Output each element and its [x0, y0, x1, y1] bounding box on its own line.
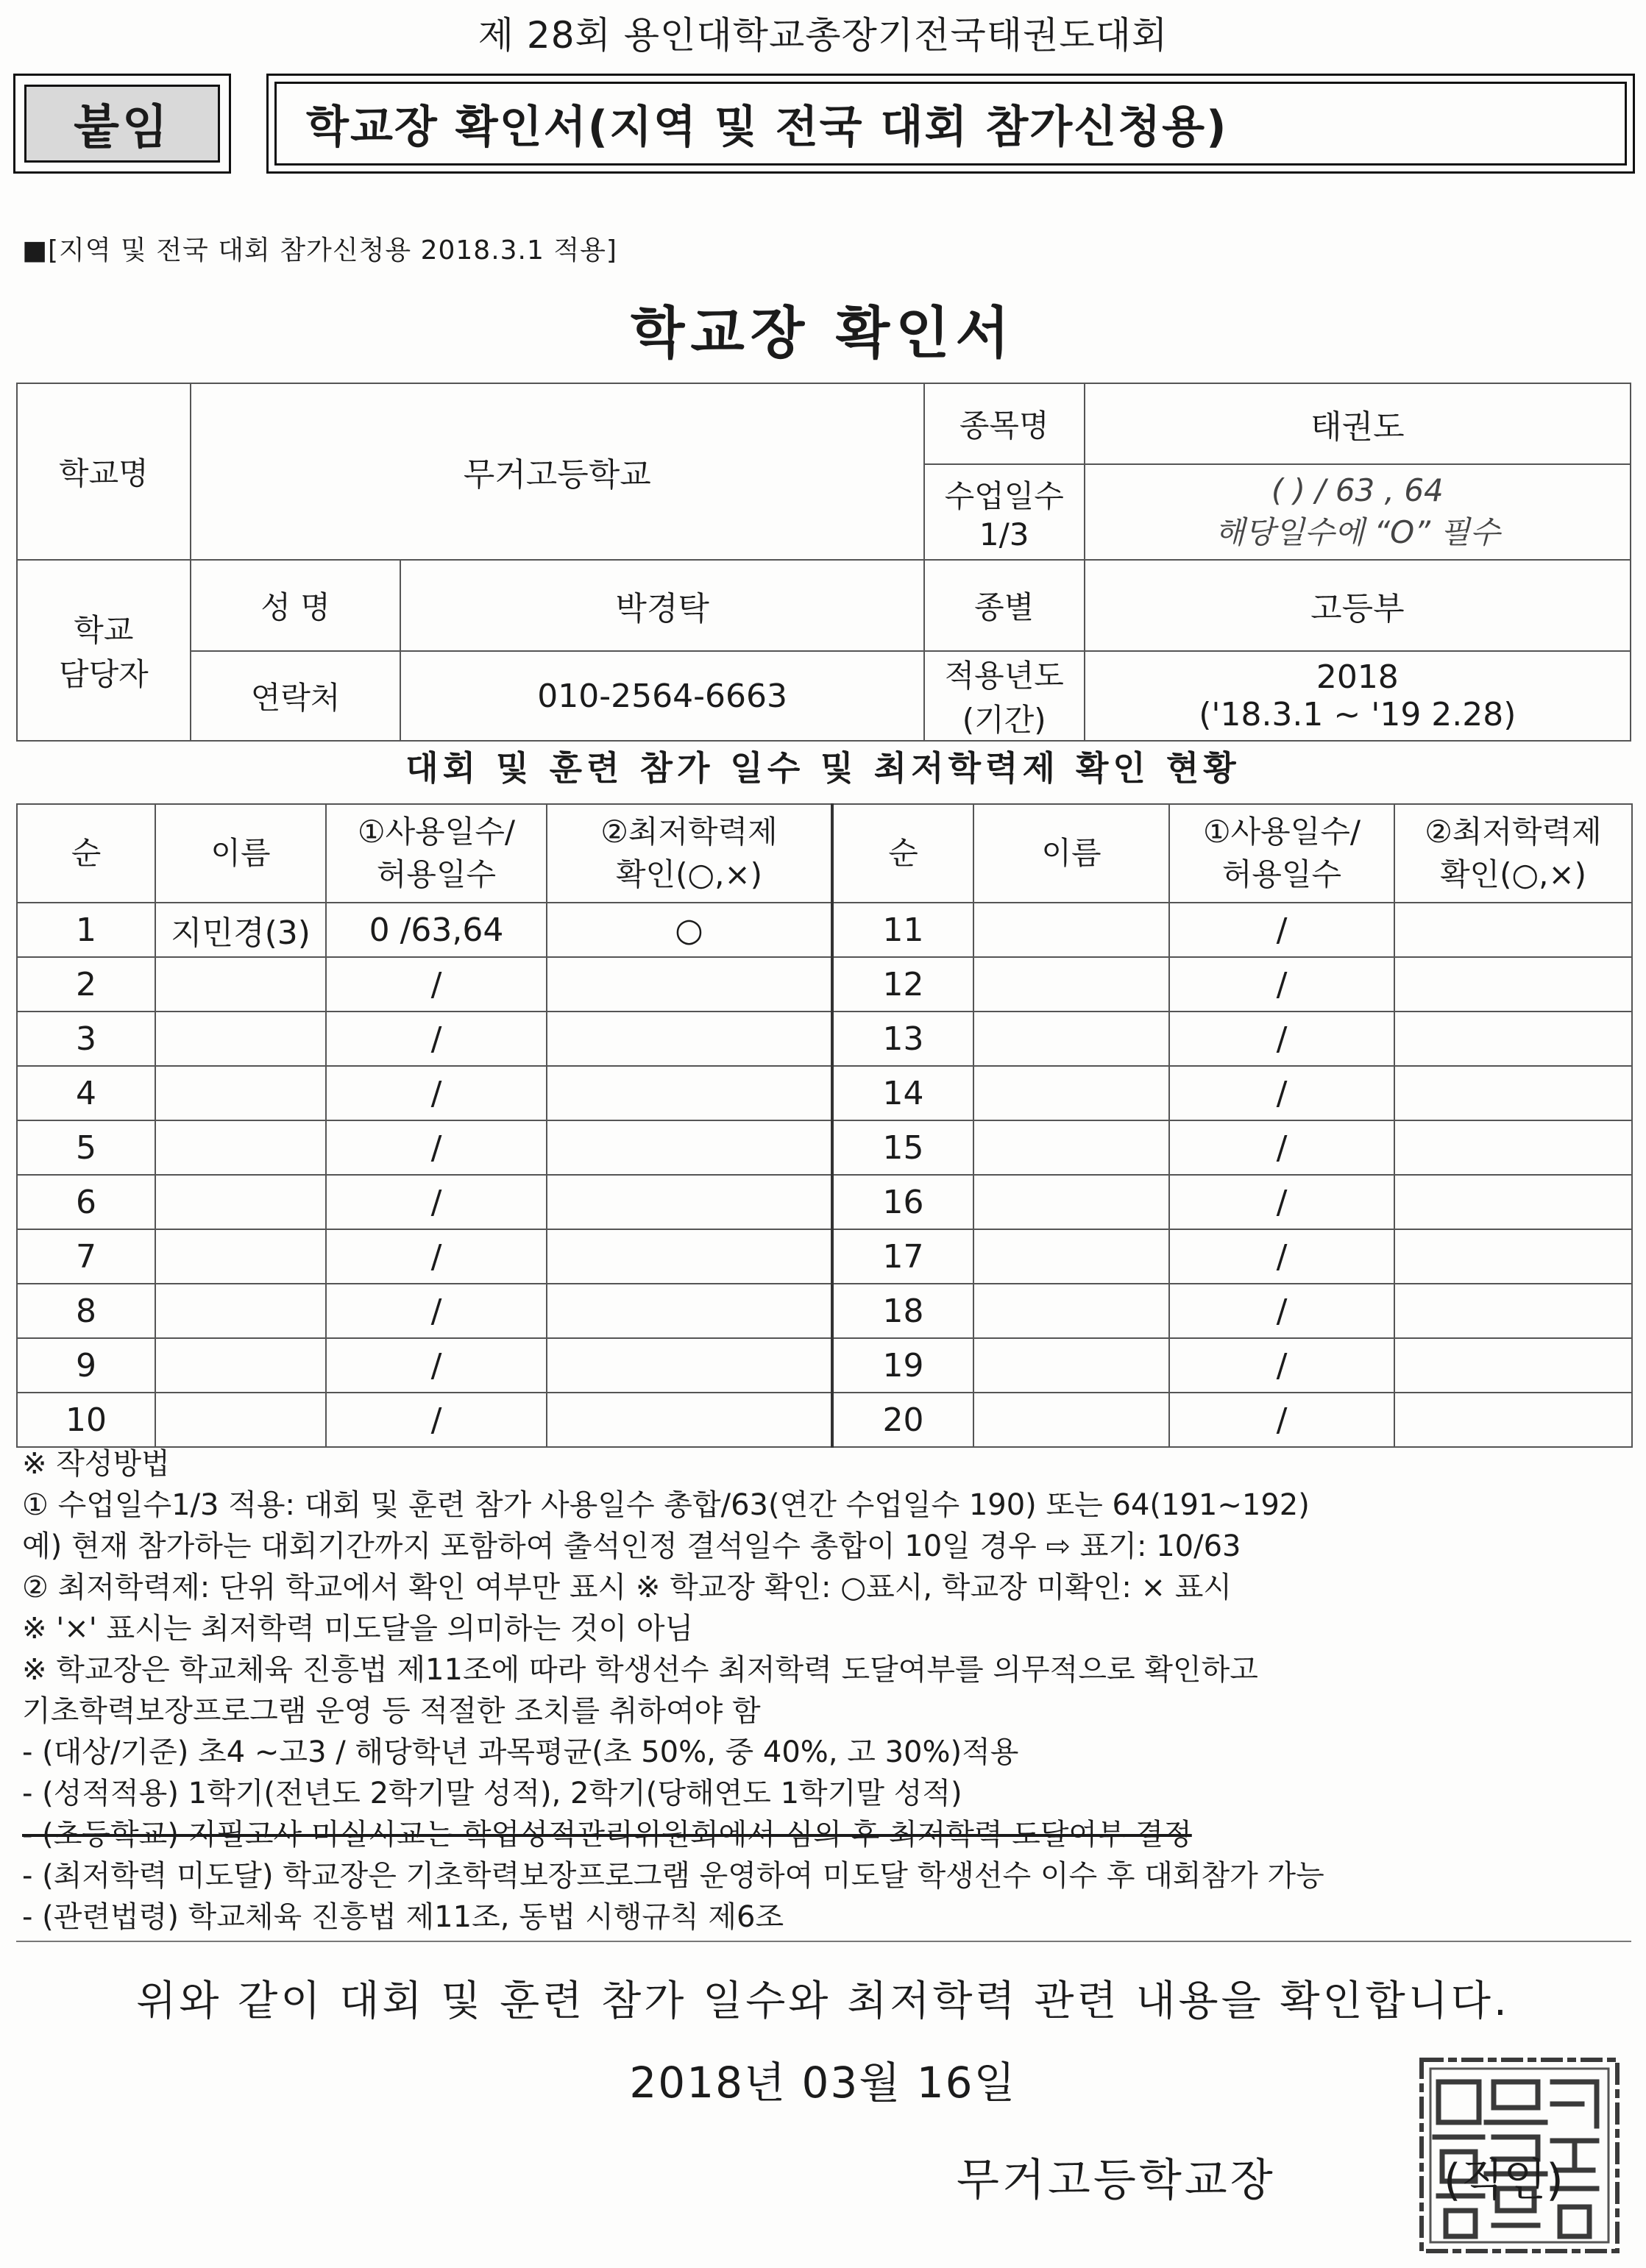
row-check: [547, 1229, 832, 1284]
instruction-line: - (대상/기준) 초4 ~고3 / 해당학년 과목평균(초 50%, 중 40%, 고 30%)적용: [22, 1735, 1019, 1769]
attendance-row: [17, 1229, 1632, 1284]
row-check: [547, 1066, 832, 1120]
row-check: [1394, 1175, 1632, 1229]
row-name: [155, 1338, 326, 1393]
header-num: 순: [17, 804, 155, 903]
school-value: 무거고등학교: [191, 383, 924, 560]
row-number: 18: [832, 1284, 973, 1338]
row-name: [973, 1229, 1169, 1284]
days-note: 해당일수에 “O” 필수: [1215, 513, 1500, 550]
header-name: 이름: [155, 804, 326, 903]
division-label: 종별: [924, 560, 1085, 651]
row-name: [155, 957, 326, 1012]
divider: [16, 1941, 1631, 1942]
row-number: 3: [17, 1012, 155, 1066]
row-days: /: [326, 1012, 547, 1066]
attendance-row: [17, 1120, 1632, 1175]
days-fraction: 1/3: [979, 516, 1029, 552]
header-check-2: 확인(○,×): [615, 856, 763, 892]
instruction-line: ※ '×' 표시는 최저학력 미도달을 의미하는 것이 아님: [22, 1612, 694, 1646]
period-value: ('18.3.1 ~ '19 2.28): [1199, 696, 1516, 733]
event-title: 제 28회 용인대학교총장기전국태권도대회: [478, 14, 1168, 57]
row-number: 2: [17, 957, 155, 1012]
row-check: [547, 957, 832, 1012]
attendance-table: [16, 803, 1633, 1448]
row-days: /: [326, 1229, 547, 1284]
header-days: [1169, 804, 1394, 903]
instruction-line: ① 수업일수1/3 적용: 대회 및 훈련 참가 사용일수 총합/63(연간 수업일수 190) 또는 64(191~192): [22, 1488, 1310, 1522]
sport-value: 태권도: [1085, 383, 1631, 464]
days-label: 수업일수: [944, 477, 1064, 514]
year-label-2: (기간): [962, 702, 1046, 738]
days-value-cell: [1085, 464, 1631, 560]
row-number: 4: [17, 1066, 155, 1120]
row-check: [547, 1012, 832, 1066]
row-name: [973, 1284, 1169, 1338]
attendance-body: [17, 903, 1632, 1447]
row-check: [1394, 1393, 1632, 1447]
main-title: 학교장 확인서: [631, 300, 1015, 366]
instruction-line: 예) 현재 참가하는 대회기간까지 포함하여 출석인정 결석일수 총합이 10일 경우 ⇨ 표기: 10/63: [22, 1529, 1241, 1563]
header-name: 이름: [973, 804, 1169, 903]
row-name: [155, 1229, 326, 1284]
row-check: [1394, 1284, 1632, 1338]
row-days: /: [326, 1338, 547, 1393]
header-days-2: 허용일수: [376, 856, 497, 892]
attachment-badge: [13, 74, 231, 174]
row-days: /: [326, 1393, 547, 1447]
header-check-1: ②최저학력제: [600, 814, 778, 850]
row-name: [973, 903, 1169, 957]
row-number: 5: [17, 1120, 155, 1175]
row-days: /: [1169, 903, 1394, 957]
header-check-1: ②최저학력제: [1425, 814, 1602, 850]
attendance-row: [17, 1175, 1632, 1229]
row-name: [973, 1012, 1169, 1066]
row-name: [973, 957, 1169, 1012]
year-label-1: 적용년도: [944, 658, 1064, 694]
row-days: /: [326, 1066, 547, 1120]
row-number: 11: [832, 903, 973, 957]
row-days: /: [1169, 1229, 1394, 1284]
row-name: [973, 1175, 1169, 1229]
row-number: 14: [832, 1066, 973, 1120]
row-days: /: [326, 957, 547, 1012]
instruction-line: - (관련법령) 학교체육 진흥법 제11조, 동법 시행규칙 제6조: [22, 1900, 784, 1934]
header-num: 순: [832, 804, 973, 903]
sport-label: 종목명: [924, 383, 1085, 464]
row-name: [973, 1066, 1169, 1120]
year-value: 2018: [1316, 658, 1399, 696]
row-number: 16: [832, 1175, 973, 1229]
row-name: [155, 1066, 326, 1120]
row-number: 9: [17, 1338, 155, 1393]
name-value: 박경탁: [400, 560, 923, 651]
row-number: 12: [832, 957, 973, 1012]
row-name: [973, 1338, 1169, 1393]
header-days: [326, 804, 547, 903]
attendance-row: [17, 903, 1632, 957]
row-check: [547, 1393, 832, 1447]
contact-value: 010-2564-6663: [400, 651, 923, 741]
row-check: [547, 1120, 832, 1175]
row-days: /: [1169, 1012, 1394, 1066]
header-title: 학교장 확인서(지역 및 전국 대회 참가신청용): [274, 82, 1627, 166]
attendance-row: [17, 1012, 1632, 1066]
school-label: 학교명: [17, 383, 191, 560]
row-check: [547, 1338, 832, 1393]
instruction-line: - (성적적용) 1학기(전년도 2학기말 성적), 2학기(당해연도 1학기말 성적): [22, 1777, 962, 1810]
attendance-header-row: [17, 804, 1632, 903]
days-value: ( ) / 63 , 64: [1271, 472, 1444, 508]
instruction-line: ※ 학교장은 학교체육 진흥법 제11조에 따라 학생선수 최저학력 도달여부를 의무적으로 확인하고: [22, 1653, 1258, 1687]
row-check: [1394, 1229, 1632, 1284]
row-check: [1394, 1012, 1632, 1066]
year-value-cell: [1085, 651, 1631, 741]
header-days-1: ①사용일수/: [1202, 814, 1361, 850]
seal-label: (직인): [1444, 2155, 1564, 2206]
row-days: /: [1169, 1284, 1394, 1338]
attachment-label: 붙임: [24, 85, 220, 163]
notice-text: ■[지역 및 전국 대회 참가신청용 2018.3.1 적용]: [22, 235, 617, 266]
row-check: [1394, 957, 1632, 1012]
row-check: [1394, 903, 1632, 957]
issue-date: 2018년 03월 16일: [629, 2058, 1017, 2108]
row-check: [1394, 1120, 1632, 1175]
manager-label-1: 학교: [74, 612, 134, 648]
row-number: 13: [832, 1012, 973, 1066]
row-number: 1: [17, 903, 155, 957]
row-name: 지민경(3): [155, 903, 326, 957]
attendance-row: [17, 1393, 1632, 1447]
row-number: 17: [832, 1229, 973, 1284]
instructions-heading: ※ 작성방법: [22, 1447, 170, 1481]
days-label-cell: [924, 464, 1085, 560]
row-days: /: [326, 1175, 547, 1229]
row-days: /: [1169, 1338, 1394, 1393]
header-title-box: [266, 74, 1635, 174]
row-check: ○: [547, 903, 832, 957]
header-days-2: 허용일수: [1221, 856, 1342, 892]
row-name: [155, 1284, 326, 1338]
header-check: [547, 804, 832, 903]
contact-label: 연락처: [191, 651, 401, 741]
row-days: 0 /63,64: [326, 903, 547, 957]
row-number: 15: [832, 1120, 973, 1175]
row-check: [1394, 1338, 1632, 1393]
row-number: 10: [17, 1393, 155, 1447]
row-number: 7: [17, 1229, 155, 1284]
manager-label-cell: [17, 560, 191, 741]
instruction-line: - (최저학력 미도달) 학교장은 기초학력보장프로그램 운영하여 미도달 학생선수 이수 후 대회참가 가능: [22, 1859, 1324, 1893]
row-number: 19: [832, 1338, 973, 1393]
instruction-line: ② 최저학력제: 단위 학교에서 확인 여부만 표시 ※ 학교장 확인: ○표시, 학교장 미확인: × 표시: [22, 1571, 1232, 1604]
header-days-1: ①사용일수/: [357, 814, 516, 850]
division-value: 고등부: [1085, 560, 1631, 651]
row-name: [155, 1393, 326, 1447]
header-check-2: 확인(○,×): [1439, 856, 1587, 892]
row-number: 8: [17, 1284, 155, 1338]
row-name: [973, 1393, 1169, 1447]
attendance-row: [17, 957, 1632, 1012]
row-days: /: [1169, 957, 1394, 1012]
row-check: [1394, 1066, 1632, 1120]
row-days: /: [1169, 1120, 1394, 1175]
instructions: [22, 1443, 1633, 1938]
row-days: /: [326, 1284, 547, 1338]
row-check: [547, 1284, 832, 1338]
row-name: [155, 1012, 326, 1066]
name-label: 성 명: [191, 560, 401, 651]
attendance-row: [17, 1284, 1632, 1338]
row-name: [155, 1175, 326, 1229]
instruction-line: 기초학력보장프로그램 운영 등 적절한 조치를 취하여야 함: [22, 1694, 761, 1728]
attendance-row: [17, 1338, 1632, 1393]
info-table: [16, 383, 1631, 742]
row-name: [973, 1120, 1169, 1175]
attendance-row: [17, 1066, 1632, 1120]
principal-name: 무거고등학교장: [957, 2155, 1276, 2206]
row-number: 20: [832, 1393, 973, 1447]
row-days: /: [1169, 1393, 1394, 1447]
row-days: /: [326, 1120, 547, 1175]
instruction-line-struck: - (초등학교) 지필고사 미실시교는 학업성적관리위원회에서 심의 후 최저학력 도달여부 결정: [22, 1818, 1192, 1852]
year-label-cell: [924, 651, 1085, 741]
status-title: 대회 및 훈련 참가 일수 및 최저학력제 확인 현황: [405, 748, 1241, 788]
header-check: [1394, 804, 1632, 903]
row-name: [155, 1120, 326, 1175]
row-check: [547, 1175, 832, 1229]
row-days: /: [1169, 1066, 1394, 1120]
confirmation-text: 위와 같이 대회 및 훈련 참가 일수와 최저학력 관련 내용을 확인합니다.: [136, 1977, 1510, 2025]
row-days: /: [1169, 1175, 1394, 1229]
row-number: 6: [17, 1175, 155, 1229]
manager-label-2: 담당자: [59, 656, 149, 692]
